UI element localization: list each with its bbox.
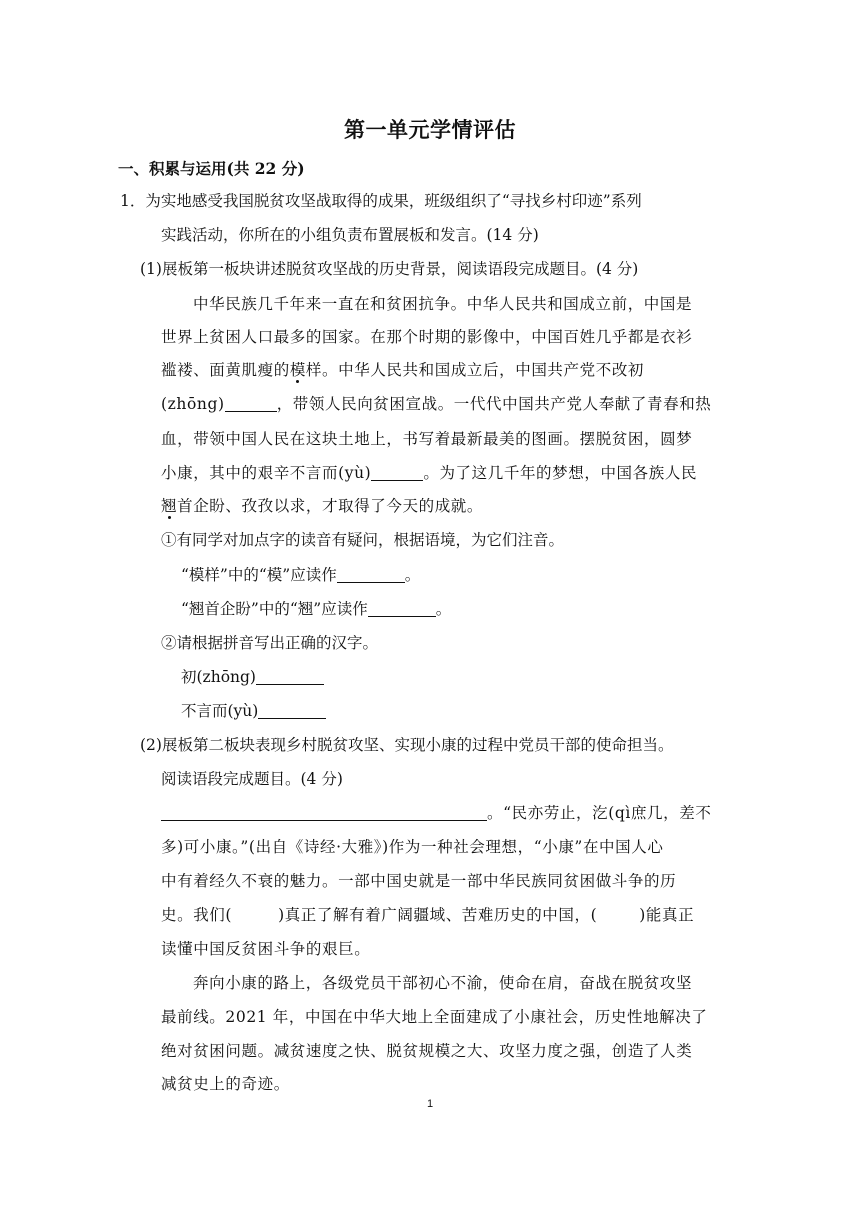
answer-blank[interactable] (337, 566, 405, 583)
passage-2-line: 读懂中国反贫困斗争的艰巨。 (161, 940, 371, 958)
passage-1-line (161, 461, 697, 483)
passage-1-line: 世界上贫困人口最多的国家。在那个时期的影像中，中国百姓几乎都是衣衫 (161, 328, 693, 346)
passage-2-line: 最前线。2021 年，中国在中华大地上全面建成了小康社会，历史性地解决了 (161, 1008, 708, 1026)
section-heading: 一、积累与运用(共 22 分) (118, 159, 305, 178)
passage-text: )真正了解有着广阔疆域、苦难历史的中国，( (278, 906, 598, 924)
passage-1-line (161, 392, 711, 414)
passage-text: 褴褛、面黄肌瘦的 (161, 361, 290, 379)
passage-1-line: 血，带领中国人民在这块土地上，书写着最新最美的图画。摆脱贫困，圆梦 (161, 430, 693, 448)
passage-1-line (161, 358, 644, 380)
passage-1-line: 中华民族几千年来一直在和贫困抗争。中华人民共和国成立前，中国是 (193, 295, 693, 313)
answer-blank[interactable] (258, 702, 326, 719)
page-number: 1 (426, 1098, 434, 1110)
dotted-character: 翘 (161, 497, 178, 515)
answer-blank[interactable] (161, 804, 487, 821)
passage-1-line (161, 494, 483, 516)
question-1-line-2: 实践活动，你所在的小组负责布置展板和发言。(14 分) (161, 226, 539, 244)
passage-text: )能真正 (639, 906, 695, 924)
dotted-character: 模 (289, 361, 306, 379)
item-text: 不言而(yù) (181, 702, 259, 720)
sub-question-b-item (181, 665, 324, 687)
answer-blank[interactable] (371, 464, 423, 481)
passage-2-line: 绝对贫困问题。减贫速度之快、脱贫规模之大、攻坚力度之强，创造了人类 (161, 1042, 693, 1060)
sub-question-a-item (181, 597, 451, 619)
passage-2-line: 减贫史上的奇迹。 (161, 1075, 290, 1093)
question-1-line-1: 1．为实地感受我国脱贫攻坚战取得的成果，班级组织了“寻找乡村印迹”系列 (120, 192, 642, 210)
sub-question-a: ①有同学对加点字的读音有疑问，根据语境，为它们注音。 (161, 531, 565, 549)
passage-text: 首企盼、孜孜以求，才取得了今天的成就。 (177, 497, 484, 515)
answer-blank[interactable] (225, 395, 277, 412)
passage-2-line: 中有着经久不衰的魅力。一部中国史就是一部中华民族同贫困做斗争的历 (161, 872, 677, 890)
item-text: “模样”中的“模”应读作 (181, 566, 337, 584)
passage-text: 。“民亦劳止，汔(qì庶几，差不 (487, 804, 712, 822)
passage-text: 。为了这几千年的梦想，中国各族人民 (423, 464, 698, 482)
passage-text: 史。我们( (161, 906, 233, 924)
item-text: “翘首企盼”中的“翘”应读作 (181, 600, 368, 618)
passage-text: 样。中华人民共和国成立后，中国共产党不改初 (305, 361, 645, 379)
item-text: 。 (435, 600, 452, 618)
item-text: 。 (404, 566, 421, 584)
page-title: 第一单元学情评估 (344, 117, 516, 142)
sub-question-2-heading: (2)展板第二板块表现乡村脱贫攻坚、实现小康的过程中党员干部的使命担当。 (140, 736, 674, 754)
passage-2-line (161, 801, 711, 823)
answer-blank[interactable] (368, 600, 436, 617)
passage-2-line: 多)可小康。”(出自《诗经·大雅》)作为一种社会理想，“小康”在中国人心 (161, 838, 664, 856)
passage-text: ，带领人民向贫困宣战。一代代中国共产党人奉献了青春和热 (276, 395, 712, 413)
answer-blank[interactable] (256, 668, 324, 685)
passage-2-line (161, 903, 694, 925)
sub-question-2-heading: 阅读语段完成题目。(4 分) (161, 770, 343, 788)
sub-question-a-item (181, 563, 420, 585)
sub-question-b-item (181, 699, 326, 721)
item-text: 初(zhōng) (181, 668, 256, 686)
passage-text: (zhōng) (161, 395, 225, 413)
sub-question-b: ②请根据拼音写出正确的汉字。 (161, 634, 379, 652)
passage-text: 小康，其中的艰辛不言而(yù) (161, 464, 372, 482)
passage-2-line: 奔向小康的路上，各级党员干部初心不渝，使命在肩，奋战在脱贫攻坚 (193, 974, 693, 992)
sub-question-1-heading: (1)展板第一板块讲述脱贫攻坚战的历史背景，阅读语段完成题目。(4 分) (140, 260, 639, 278)
